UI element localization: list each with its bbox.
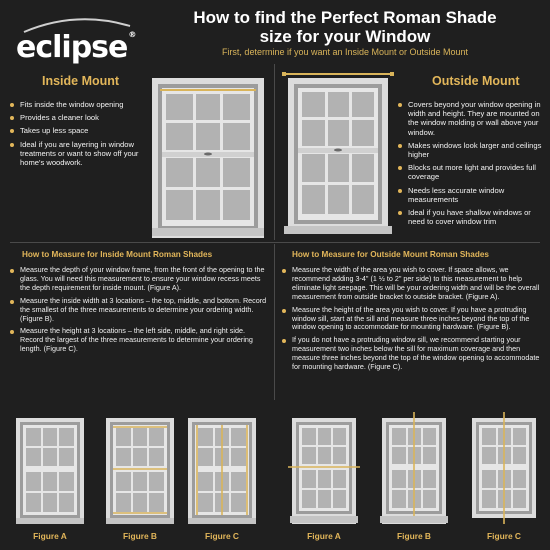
outside-howto-steps (282, 266, 544, 376)
logo-wordmark: eclipse (16, 30, 128, 65)
outside-mount-heading: Outside Mount (432, 74, 520, 88)
outside-step: If you do not have a protruding window sill, we recommend starting your measurement two inches below the sill for maximum coverage and then measure three inches beyond the top of the window opening to accommodate for mounting hardware. (Figure C). (282, 336, 544, 372)
outside-howto-title: How to Measure for Outside Mount Roman Shades (292, 250, 489, 259)
inside-bullet: Provides a cleaner look (10, 113, 152, 122)
column-divider-bottom (274, 244, 275, 400)
inside-bullet: Fits inside the window opening (10, 100, 152, 109)
inside-mount-heading: Inside Mount (42, 74, 120, 88)
inside-figure-c-label: Figure C (205, 531, 239, 541)
page-title-line1: How to find the Perfect Roman Shade (193, 8, 497, 27)
page-title-line2: size for your Window (259, 27, 431, 46)
inside-mount-window-illustration (152, 78, 264, 238)
outside-mount-bullets (398, 100, 544, 230)
inside-figure-a-label: Figure A (33, 531, 67, 541)
outside-figure-a-window (288, 412, 360, 524)
inside-bullet: Ideal if you are layering in window treatments or want to show off your home's woodwork. (10, 140, 152, 168)
section-divider (10, 242, 540, 243)
outside-bullet: Blocks out more light and provides full coverage (398, 163, 544, 181)
logo-registered-mark: ® (128, 30, 136, 39)
inside-howto-steps (10, 266, 268, 358)
inside-bullet: Takes up less space (10, 126, 152, 135)
inside-figure-a-window (16, 418, 84, 524)
inside-howto-title: How to Measure for Inside Mount Roman Shades (22, 250, 213, 259)
outside-step: Measure the width of the area you wish to cover. If space allows, we recommend adding 3-4" (1 ½ to 2" per side) to this measurement to help eliminate light seepage. This will be your ordering width and will be the overall measurement from outside bracket to outside bracket. (Figure A). (282, 266, 544, 302)
inside-step: Measure the depth of your window frame, from the front of the opening to the glass. You will need this measurement to ensure your window recess meets the depth requirement for inside mount. (Figure A). (10, 266, 268, 293)
outside-figure-c-label: Figure C (487, 531, 521, 541)
outside-bullet: Needs less accurate window measurements (398, 186, 544, 204)
inside-mount-bullets (10, 100, 152, 171)
outside-figure-c-window (468, 412, 540, 524)
outside-mount-window-illustration (282, 70, 394, 236)
eclipse-logo (14, 16, 136, 65)
page-subtitle: First, determine if you want an Inside Mount or Outside Mount (221, 47, 469, 57)
outside-bullet: Makes windows look larger and ceilings higher (398, 141, 544, 159)
column-divider-top (274, 64, 275, 240)
inside-step: Measure the inside width at 3 locations – the top, middle, and bottom. Record the smallest of the three measurements to determine your ordering width. (Figure B). (10, 297, 268, 324)
inside-figure-c-window (188, 418, 256, 524)
outside-bullet: Covers beyond your window opening in width and height. They are mounted on the window molding or wall above your window. (398, 100, 544, 137)
outside-figure-a-label: Figure A (307, 531, 341, 541)
inside-figure-b-window (106, 418, 174, 524)
outside-bullet: Ideal if you have shallow windows or need to cover window trim (398, 208, 544, 226)
inside-step: Measure the height at 3 locations – the left side, middle, and right side. Record the largest of the three measurements to determine your ordering length. (Figure C). (10, 327, 268, 354)
inside-figure-b-label: Figure B (123, 531, 157, 541)
outside-step: Measure the height of the area you wish to cover. If you have a protruding window sill, start at the sill and measure three inches beyond the top of the window opening to accommodate for mounting hardware. (Figure B). (282, 306, 544, 333)
outside-figure-b-window (378, 412, 450, 524)
outside-figure-b-label: Figure B (397, 531, 431, 541)
